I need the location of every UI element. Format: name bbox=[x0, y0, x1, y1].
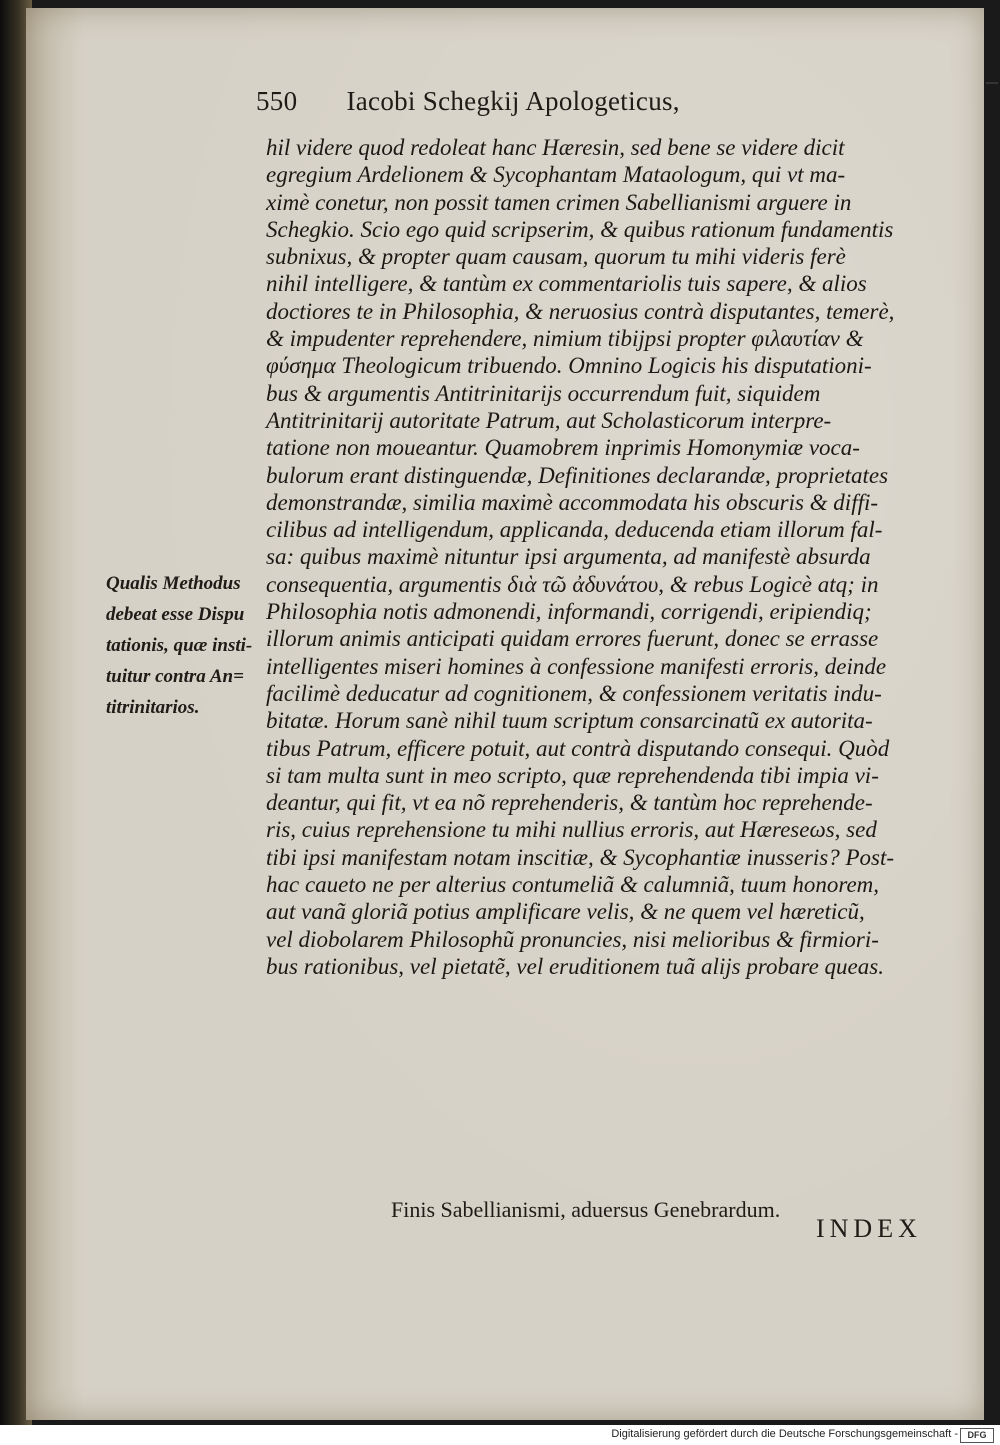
text-line: & impudenter reprehendere, nimium tibijpsi propter φιλαυτίαν & bbox=[266, 326, 864, 352]
edge-mark bbox=[986, 82, 998, 84]
text-line: bus & argumentis Antitrinitarijs occurrendum fuit, siquidem bbox=[266, 380, 821, 406]
margin-note-line: titrinitarios. bbox=[106, 697, 200, 718]
text-line: sa: quibus maximè nituntur ipsi argumenta, ad manifestè absurda bbox=[266, 544, 871, 570]
margin-note-line: tationis, quæ insti- bbox=[106, 635, 253, 656]
body-text bbox=[266, 134, 986, 980]
page-header bbox=[256, 86, 680, 117]
margin-note-line: tuitur contra An= bbox=[106, 666, 244, 687]
text-line: egregium Ardelionem & Sycophantam Mataologum, qui vt ma- bbox=[266, 162, 846, 188]
running-title: Iacobi Schegkij Apologeticus, bbox=[346, 86, 680, 116]
margin-note-line: debeat esse Dispu bbox=[106, 604, 245, 625]
text-line: cilibus ad intelligendum, applicanda, deducenda etiam illorum fal- bbox=[266, 517, 883, 543]
text-line: hil videre quod redoleat hanc Hæresin, sed bene se videre dicit bbox=[266, 135, 845, 160]
text-line: intelligentes miseri homines à confessione manifesti erroris, deinde bbox=[266, 653, 887, 679]
text-line: Schegkio. Scio ego quid scripserim, & quibus rationum fundamentis bbox=[266, 216, 894, 242]
text-line: nihil intelligere, & tantùm ex commentariolis tuis sapere, & alios bbox=[266, 271, 867, 297]
text-line: Philosophia notis admonendi, informandi, corrigendi, eripiendiq; bbox=[266, 599, 872, 625]
text-line: facilimè deducatur ad cognitionem, & confessionem veritatis indu- bbox=[266, 680, 882, 706]
text-line: φύσημα Theologicum tribuendo. Omnino Logicis his disputationi- bbox=[266, 353, 872, 379]
catchword: INDEX bbox=[816, 1214, 922, 1243]
text-line: bitatæ. Horum sanè nihil tuum scriptum consarcinatũ ex autorita- bbox=[266, 708, 873, 734]
text-line: si tam multa sunt in meo scripto, quæ reprehendenda tibi impia vi- bbox=[266, 762, 879, 788]
text-line: subnixus, & propter quam causam, quorum tu mihi videris ferè bbox=[266, 244, 846, 270]
text-line: deantur, qui fit, vt ea nõ reprehenderis, & tantùm hoc reprehende- bbox=[266, 790, 873, 816]
page-number: 550 bbox=[256, 86, 298, 116]
text-line: illorum animis anticipati quidam errores fuerunt, donec se errasse bbox=[266, 626, 879, 652]
text-line: bulorum erant distinguendæ, Definitiones declarandæ, proprietates bbox=[266, 462, 889, 488]
text-line: tibi ipsi manifestam notam inscitiæ, & Sycophantiæ inusseris? Post- bbox=[266, 844, 895, 870]
text-line: tatione non moueantur. Quamobrem inprimis Homonymiæ voca- bbox=[266, 435, 860, 461]
marginal-note bbox=[106, 568, 286, 723]
text-line: ris, cuius reprehensione tu mihi nullius erroris, aut Hæreseωs, sed bbox=[266, 817, 877, 843]
dfg-logo-icon: DFG bbox=[960, 1428, 994, 1443]
digitization-footer bbox=[0, 1425, 1000, 1445]
text-line: hac caueto ne per alterius contumeliã & calumniã, tuum honorem, bbox=[266, 872, 880, 898]
text-line: Antitrinitarij autoritate Patrum, aut Scholasticorum interpre- bbox=[266, 407, 832, 433]
book-page bbox=[26, 8, 984, 1420]
colophon: Finis Sabellianismi, aduersus Genebrardum. bbox=[391, 1197, 781, 1222]
text-line: consequentia, argumentis διὰ τῶ ἀδυνάτου, & rebus Logicè atq; in bbox=[266, 571, 879, 597]
text-line: demonstrandæ, similia maximè accommodata his obscuris & diffi- bbox=[266, 489, 879, 515]
margin-note-line: Qualis Methodus bbox=[106, 573, 241, 594]
text-line: aut vanã gloriã potius amplificare velis, & ne quem vel hæreticũ, bbox=[266, 899, 865, 925]
text-line: bus rationibus, vel pietatẽ, vel eruditionem tuã alijs probare queas. bbox=[266, 953, 884, 979]
text-line: ximè conetur, non possit tamen crimen Sabellianismi arguere in bbox=[266, 189, 852, 215]
footer-credit: Digitalisierung gefördert durch die Deutsche Forschungsgemeinschaft - bbox=[611, 1428, 958, 1440]
text-line: doctiores te in Philosophia, & neruosius contrà disputantes, temerè, bbox=[266, 298, 895, 324]
text-line: tibus Patrum, efficere potuit, aut contrà disputando consequi. Quòd bbox=[266, 735, 890, 761]
text-line: vel diobolarem Philosophũ pronuncies, nisi melioribus & firmiori- bbox=[266, 926, 879, 952]
